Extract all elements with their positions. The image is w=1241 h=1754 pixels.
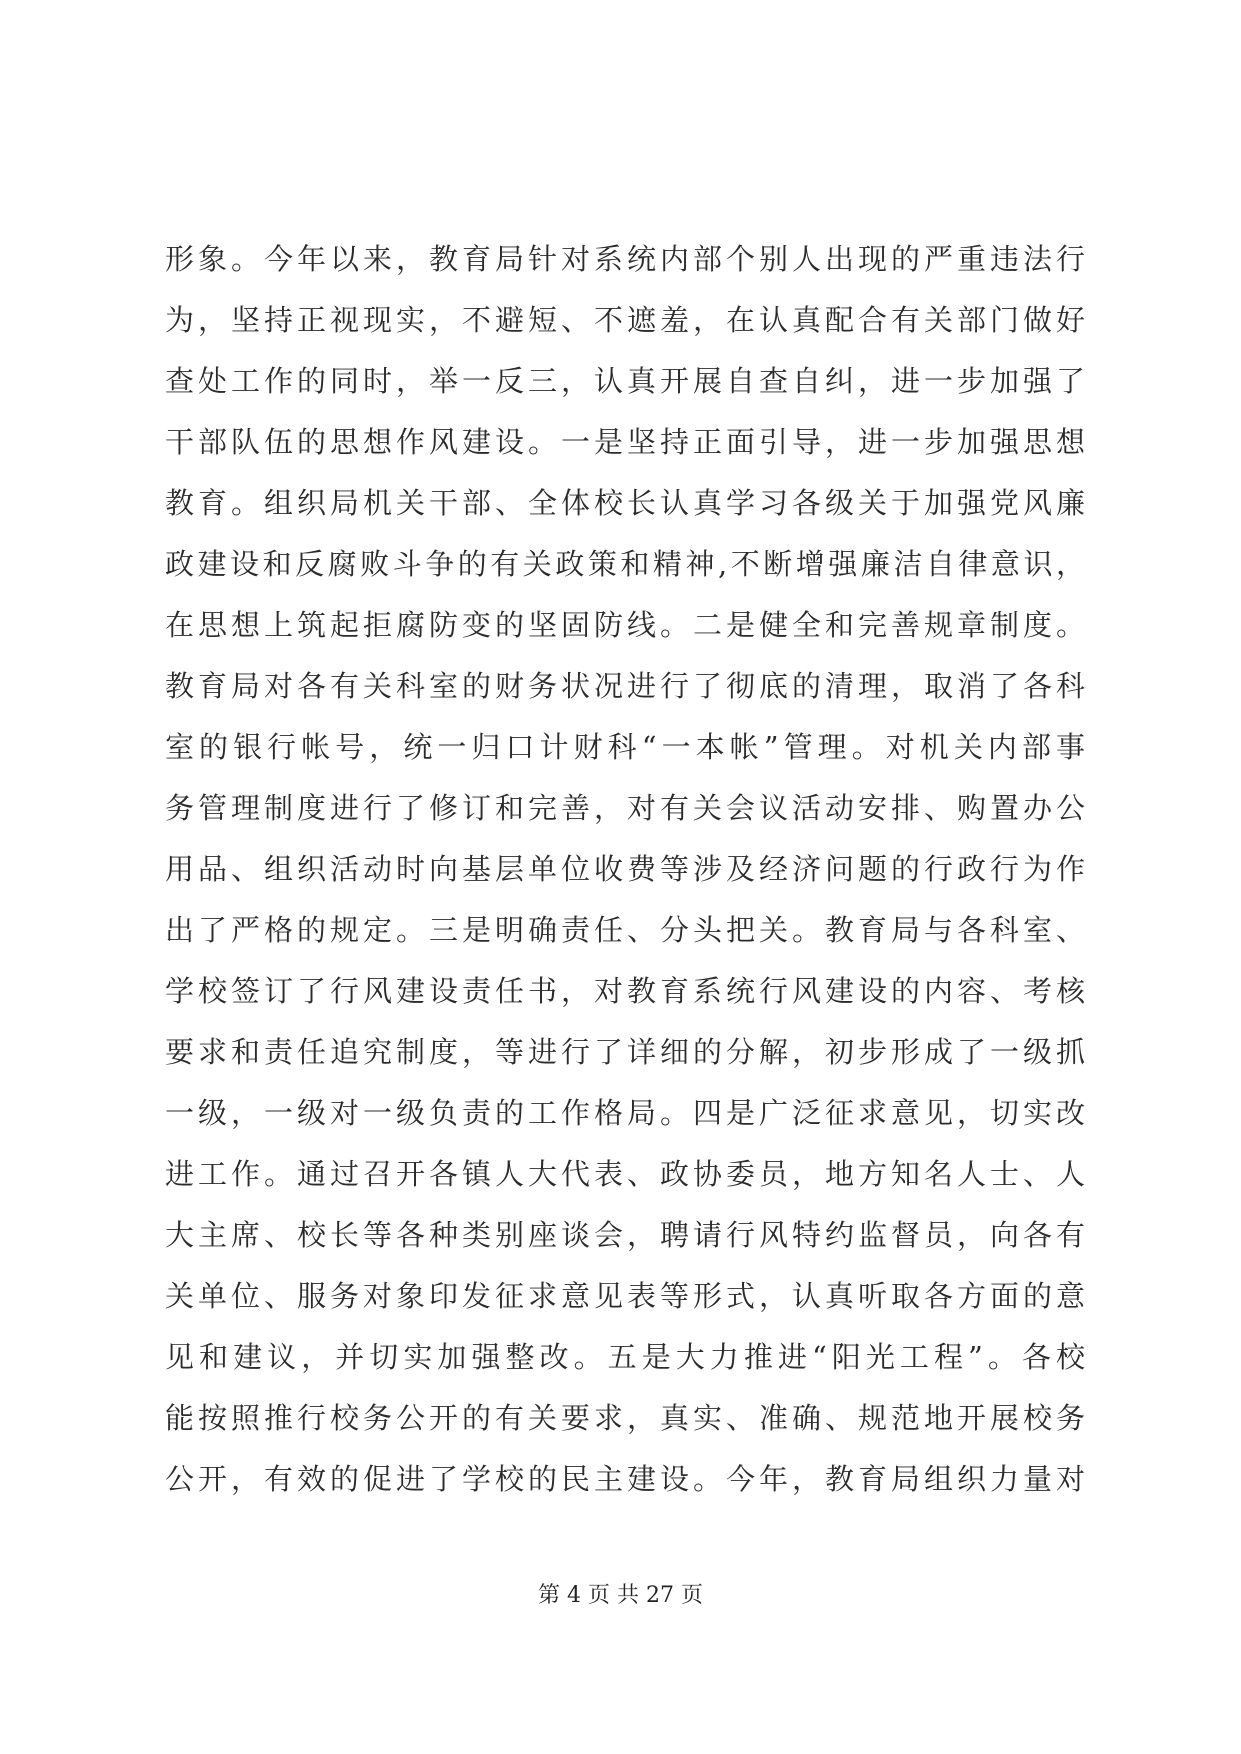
text-line: 大主席、校长等各种类别座谈会，聘请行风特约监督员，向各有 — [165, 1218, 1085, 1252]
text-line: 公开，有效的促进了学校的民主建设。今年，教育局组织力量对 — [165, 1462, 1085, 1496]
text-line: 一级，一级对一级负责的工作格局。四是广泛征求意见，切实改 — [165, 1096, 1085, 1130]
text-line: 教育。组织局机关干部、全体校长认真学习各级关于加强党风廉 — [165, 486, 1085, 520]
text-line: 为，坚持正视现实，不避短、不遮羞，在认真配合有关部门做好 — [165, 303, 1085, 337]
text-line: 在思想上筑起拒腐防变的坚固防线。二是健全和完善规章制度。 — [165, 608, 1085, 642]
text-line: 室的银行帐号，统一归口计财科“一本帐”管理。对机关内部事 — [165, 730, 1085, 764]
text-line: 务管理制度进行了修订和完善，对有关会议活动安排、购置办公 — [165, 791, 1085, 825]
text-line: 能按照推行校务公开的有关要求，真实、准确、规范地开展校务 — [165, 1401, 1085, 1435]
text-line: 关单位、服务对象印发征求意见表等形式，认真听取各方面的意 — [165, 1279, 1085, 1313]
text-line: 出了严格的规定。三是明确责任、分头把关。教育局与各科室、 — [165, 913, 1085, 947]
text-line: 进工作。通过召开各镇人大代表、政协委员，地方知名人士、人 — [165, 1157, 1085, 1191]
text-line: 查处工作的同时，举一反三，认真开展自查自纠，进一步加强了 — [165, 364, 1085, 398]
text-line: 用品、组织活动时向基层单位收费等涉及经济问题的行政行为作 — [165, 852, 1085, 886]
text-line: 干部队伍的思想作风建设。一是坚持正面引导，进一步加强思想 — [165, 425, 1085, 459]
text-line: 学校签订了行风建设责任书，对教育系统行风建设的内容、考核 — [165, 974, 1085, 1008]
text-line: 要求和责任追究制度，等进行了详细的分解，初步形成了一级抓 — [165, 1035, 1085, 1069]
page-footer: 第 4 页 共 27 页 — [538, 1583, 703, 1608]
text-line: 政建设和反腐败斗争的有关政策和精神,不断增强廉洁自律意识， — [165, 547, 1085, 581]
text-line: 形象。今年以来，教育局针对系统内部个别人出现的严重违法行 — [165, 242, 1085, 276]
text-line: 教育局对各有关科室的财务状况进行了彻底的清理，取消了各科 — [165, 669, 1085, 703]
text-line: 见和建议，并切实加强整改。五是大力推进“阳光工程”。各校 — [165, 1340, 1085, 1374]
body-paragraph — [165, 229, 1085, 1510]
